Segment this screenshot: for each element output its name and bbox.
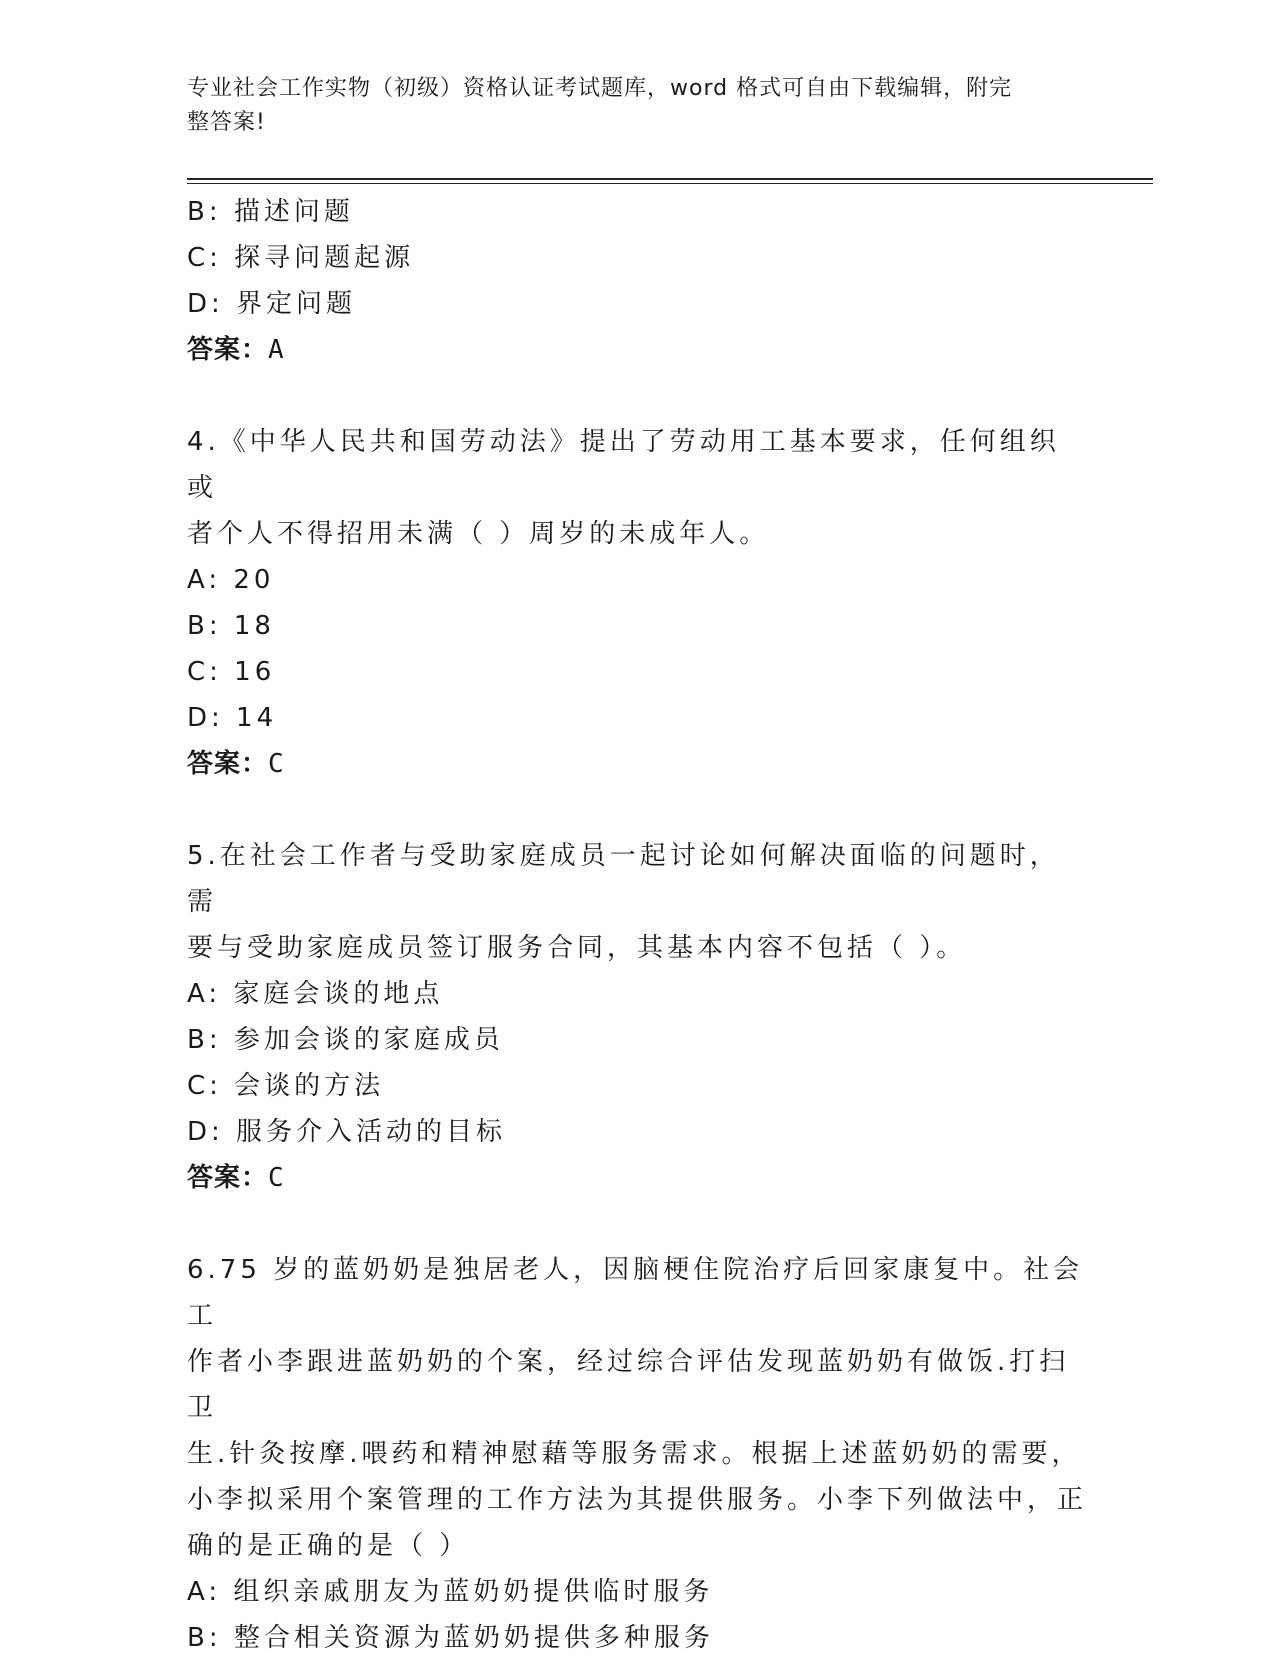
- header-divider-thin: [187, 183, 1153, 184]
- answer-line: [187, 1155, 1087, 1201]
- answer-value: A: [268, 335, 285, 365]
- option-c: C: 探寻问题起源: [187, 243, 415, 273]
- option-b: B: 整合相关资源为蓝奶奶提供多种服务: [187, 1623, 714, 1653]
- answer-label: 答案：: [187, 335, 269, 365]
- option-c: C: 16: [187, 657, 276, 687]
- answer-label: 答案：: [187, 749, 269, 779]
- answer-line: [187, 741, 1087, 787]
- answer-label: 答案：: [187, 1163, 269, 1193]
- question-stem-line: 4.《中华人民共和国劳动法》提出了劳动用工基本要求，任何组织或: [187, 427, 1060, 503]
- option-a: A: 组织亲戚朋友为蓝奶奶提供临时服务: [187, 1577, 714, 1607]
- answer-value: C: [268, 1163, 285, 1193]
- header-line-2: 整答案!: [187, 110, 266, 135]
- question-stem-line: 5.在社会工作者与受助家庭成员一起讨论如何解决面临的问题时，需: [187, 841, 1060, 917]
- question-stem-line: 作者小李跟进蓝奶奶的个案，经过综合评估发现蓝奶奶有做饭.打扫卫: [187, 1347, 1070, 1423]
- option-d: D: 服务介入活动的目标: [187, 1117, 507, 1147]
- option-b: B: 18: [187, 611, 275, 641]
- question-stem-line: 生.针灸按摩.喂药和精神慰藉等服务需求。根据上述蓝奶奶的需要，: [187, 1439, 1082, 1469]
- option-d: D: 界定问题: [187, 289, 357, 319]
- document-header: [187, 72, 1067, 140]
- question-stem-line: 6.75 岁的蓝奶奶是独居老人，因脑梗住院治疗后回家康复中。社会工: [187, 1255, 1084, 1331]
- header-divider-thick: [187, 178, 1153, 180]
- option-a: A: 家庭会谈的地点: [187, 979, 444, 1009]
- question-list: [187, 189, 1087, 1661]
- question-6: [187, 1247, 1087, 1661]
- question-stem-line: 确的是正确的是（ ）: [187, 1531, 470, 1561]
- question-stem-line: 者个人不得招用未满（ ）周岁的未成年人。: [187, 519, 770, 549]
- option-b: B: 参加会谈的家庭成员: [187, 1025, 504, 1055]
- header-line-1: 专业社会工作实物（初级）资格认证考试题库，word 格式可自由下载编辑，附完: [187, 76, 1013, 101]
- option-c: C: 会谈的方法: [187, 1071, 385, 1101]
- answer-line: [187, 327, 1087, 373]
- question-stem-line: 小李拟采用个案管理的工作方法为其提供服务。小李下列做法中，正: [187, 1485, 1088, 1515]
- option-a: A: 20: [187, 565, 275, 595]
- question-3-tail: [187, 189, 1087, 373]
- question-stem-line: 要与受助家庭成员签订服务合同，其基本内容不包括（ ）。: [187, 933, 967, 963]
- answer-value: C: [268, 749, 285, 779]
- question-4: [187, 419, 1087, 787]
- question-5: [187, 833, 1087, 1201]
- option-d: D: 14: [187, 703, 278, 733]
- option-b: B: 描述问题: [187, 197, 354, 227]
